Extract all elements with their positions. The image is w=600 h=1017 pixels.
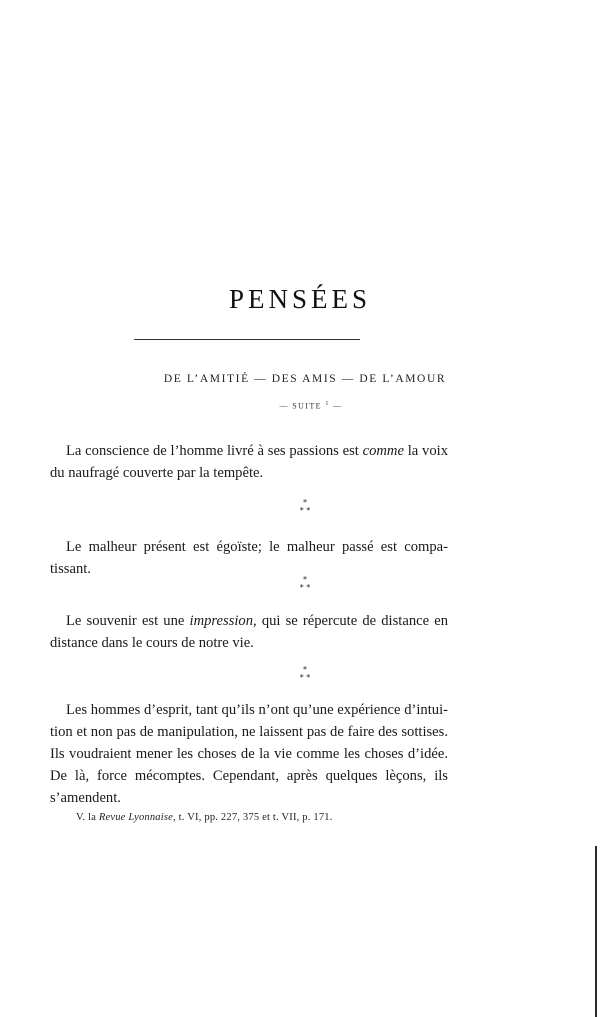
paragraph-1 <box>50 440 448 484</box>
asterism-1 <box>0 499 600 515</box>
paragraph-line: Les hommes d’esprit, tant qu’ils n’ont qu’une expérience d’intui- <box>66 702 448 718</box>
paragraph-line: De là, force mécomptes. Cependant, après quelques lèçons, ils <box>50 768 448 784</box>
asterism-stars-bottom: * * <box>299 673 311 682</box>
footnote-ref: 1 <box>325 401 330 407</box>
paragraph-line: distance dans le cours de notre vie. <box>50 635 254 651</box>
emphasis: comme <box>362 443 404 459</box>
paragraph-line: tissant. <box>50 561 91 577</box>
paragraph-line: La conscience de l’homme livré à ses passions est comme la voix <box>66 443 448 459</box>
suite-end: — <box>329 401 343 411</box>
footnote-journal: Revue Lyonnaise <box>98 812 174 823</box>
subtitle: DE L’AMITIÉ — DES AMIS — DE L’AMOUR <box>163 373 447 385</box>
asterism-star-top: * <box>303 498 307 507</box>
title-rule <box>134 339 360 340</box>
asterism-3 <box>0 666 600 682</box>
asterism-2 <box>0 576 600 592</box>
footnote: V. la Revue Lyonnaise, t. VI, pp. 227, 375 et t. VII, p. 171. <box>76 812 333 823</box>
page-title: PENSÉES <box>228 284 372 314</box>
suite-label <box>0 401 600 411</box>
asterism-star-top: * <box>303 575 307 584</box>
paragraph-line: tion et non pas de manipulation, ne laissent pas de faire des sottises. <box>50 724 448 740</box>
paragraph-line: du naufragé couverte par la tempête. <box>50 465 264 481</box>
asterism-stars-bottom: * * <box>299 506 311 515</box>
emphasis: impression <box>189 613 254 629</box>
suite-text: — SUITE <box>279 401 322 411</box>
paragraph-2 <box>50 536 448 580</box>
paragraph-line: Le malheur présent est égoïste; le malheur passé est compa- <box>66 539 448 555</box>
paragraph-line: Le souvenir est une impression, qui se répercute de distance en <box>66 613 448 629</box>
paragraph-3 <box>50 610 448 654</box>
asterism-star-top: * <box>303 665 307 674</box>
asterism-stars-bottom: * * <box>299 583 311 592</box>
paragraph-line: s’amendent. <box>50 790 121 806</box>
paragraph-4 <box>50 699 448 809</box>
page-edge-mark <box>595 846 597 1017</box>
paragraph-line: Ils voudraient mener les choses de la vie comme les choses d’idée. <box>50 746 448 762</box>
